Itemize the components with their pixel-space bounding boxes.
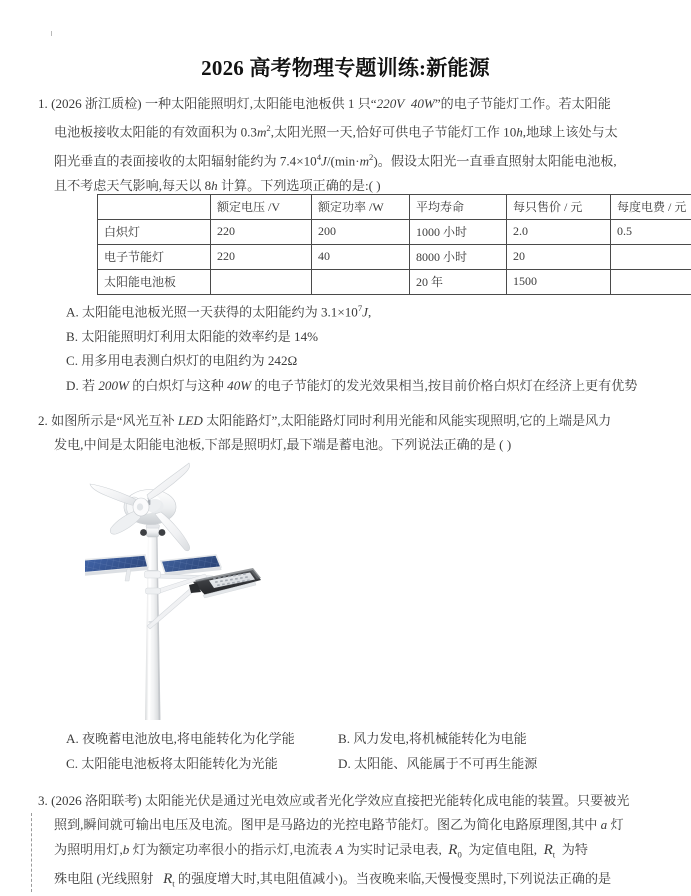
table-cell-price: 20 bbox=[507, 245, 611, 270]
question-3-line-4 bbox=[38, 867, 658, 896]
question-1-line-3-part-b: /(min· bbox=[327, 154, 360, 169]
option-D-text-part-a: D. 若 bbox=[66, 378, 98, 393]
question-1-option-D bbox=[66, 374, 666, 398]
question-3-line-3-part-e: 为特 bbox=[558, 842, 587, 857]
question-1-option-A bbox=[66, 296, 666, 325]
ammeter-symbol: A bbox=[336, 842, 344, 857]
special-resistor-symbol-2: R bbox=[163, 871, 172, 887]
table-header-row bbox=[98, 195, 691, 220]
led-symbol: LED bbox=[178, 413, 203, 428]
question-1-line-2 bbox=[38, 116, 652, 145]
question-3-line-3-part-a: 为照明用灯, bbox=[54, 842, 123, 857]
table-row bbox=[98, 220, 691, 245]
table-cell-life: 1000 小时 bbox=[410, 220, 507, 245]
table-cell-power bbox=[312, 270, 410, 295]
table-header-power: 额定功率 /W bbox=[312, 195, 410, 220]
table-cell-name: 电子节能灯 bbox=[98, 245, 211, 270]
question-1-line-3-part-a: 阳光垂直的表面接收的太阳辐射能约为 7.4×10 bbox=[54, 154, 317, 169]
question-3-line-4-part-b: 的强度增大时,其电阻值减小)。当夜晚来临,天慢慢变黑时,下列说法正确的是 bbox=[175, 871, 611, 886]
question-3-line-4-part-a: 殊电阻 (光线照射 bbox=[54, 871, 157, 886]
option-D-power-200w: 200W bbox=[98, 378, 129, 393]
area-unit-exponent: 2 bbox=[266, 123, 270, 133]
question-3-line-1 bbox=[38, 789, 658, 813]
table-cell-life: 20 年 bbox=[410, 270, 507, 295]
table-header-fee: 每度电费 / 元 bbox=[611, 195, 691, 220]
question-3-line-2-part-b: 灯 bbox=[607, 817, 623, 832]
question-3-line-3-part-d: 为定值电阻, bbox=[465, 842, 537, 857]
question-3-number: 3. bbox=[38, 793, 48, 808]
question-2-option-C: C. 太阳能电池板将太阳能转化为光能 bbox=[66, 751, 338, 776]
question-1-number: 1. bbox=[38, 96, 48, 111]
special-resistor-subscript-2: t bbox=[172, 878, 174, 888]
table-row bbox=[98, 245, 691, 270]
solar-panel-right bbox=[161, 555, 222, 576]
joule-unit: J bbox=[321, 154, 327, 169]
question-1-body bbox=[38, 92, 652, 198]
table-cell-fee bbox=[611, 245, 691, 270]
table-cell-voltage: 220 bbox=[211, 220, 312, 245]
question-3-line-3 bbox=[38, 838, 658, 867]
table-cell-price: 1500 bbox=[507, 270, 611, 295]
option-A-joule: J bbox=[362, 304, 368, 319]
table-cell-fee: 0.5 bbox=[611, 220, 691, 245]
question-2-option-A: A. 夜晚蓄电池放电,将电能转化为化学能 bbox=[66, 726, 338, 751]
page-speck-mark bbox=[51, 31, 52, 36]
hours-unit-h2: h bbox=[211, 178, 218, 193]
question-1-line-4-part-b: 计算。下列选项正确的是:( ) bbox=[218, 178, 381, 193]
question-2-options-row-2 bbox=[66, 751, 666, 776]
question-1-line-2-part-c: ,地球上该处与太 bbox=[523, 125, 618, 140]
hours-unit-h: h bbox=[516, 125, 523, 140]
special-resistor-symbol: R bbox=[544, 842, 553, 858]
question-2-options-row-1 bbox=[66, 726, 666, 751]
page-title: 2026 高考物理专题训练:新能源 bbox=[0, 52, 691, 82]
table-row bbox=[98, 270, 691, 295]
table-cell-voltage: 220 bbox=[211, 245, 312, 270]
rated-voltage-symbol: 220V bbox=[377, 96, 405, 111]
street-lamp-illustration bbox=[85, 462, 385, 720]
table-cell-power: 40 bbox=[312, 245, 410, 270]
table-header-blank bbox=[98, 195, 211, 220]
question-1-line-2-part-b: ,太阳光照一天,恰好可供电子节能灯工作 10 bbox=[271, 125, 517, 140]
question-1-line-3 bbox=[38, 145, 652, 174]
option-A-exponent: 7 bbox=[358, 303, 362, 313]
question-2-options bbox=[66, 726, 666, 776]
fixed-resistor-symbol: R bbox=[448, 842, 457, 858]
option-A-text-part-b: , bbox=[368, 304, 371, 319]
question-2-line-1 bbox=[38, 409, 652, 433]
turbine-yaw-mount bbox=[140, 525, 165, 538]
area-unit-m2: m bbox=[360, 154, 369, 169]
question-2-option-B: B. 风力发电,将机械能转化为电能 bbox=[338, 726, 638, 751]
table-header-life: 平均寿命 bbox=[410, 195, 507, 220]
question-3-line-3-part-c: 为实时记录电表, bbox=[344, 842, 442, 857]
table-header-voltage: 额定电压 /V bbox=[211, 195, 312, 220]
question-1-option-B: B. 太阳能照明灯利用太阳能的效率约是 14% bbox=[66, 325, 666, 349]
option-D-power-40w: 40W bbox=[227, 378, 251, 393]
question-1-line-1-part-b: ”的电子节能灯工作。若太阳能 bbox=[435, 96, 611, 111]
question-2-option-D: D. 太阳能、风能属于不可再生能源 bbox=[338, 751, 638, 776]
fixed-resistor-subscript: 0 bbox=[457, 849, 461, 859]
question-1-line-1-part-a: (2026 浙江质检) 一种太阳能照明灯,太阳能电池板供 1 只“ bbox=[51, 96, 377, 111]
question-2-number: 2. bbox=[38, 413, 48, 428]
question-1-line-4-part-a: 且不考虑天气影响,每天以 8 bbox=[54, 178, 211, 193]
special-resistor-subscript: t bbox=[553, 849, 555, 859]
table-cell-price: 2.0 bbox=[507, 220, 611, 245]
question-2-line-2: 发电,中间是太阳能电池板,下部是照明灯,最下端是蓄电池。下列说法正确的是 ( ) bbox=[38, 433, 652, 457]
wind-solar-street-lamp-figure bbox=[85, 462, 385, 720]
rated-power-symbol: 40W bbox=[411, 96, 435, 111]
option-A-text-part-a: A. 太阳能电池板光照一天获得的太阳能约为 3.1×10 bbox=[66, 304, 358, 319]
table-cell-voltage bbox=[211, 270, 312, 295]
led-lamp-head bbox=[189, 568, 261, 598]
table-cell-name: 太阳能电池板 bbox=[98, 270, 211, 295]
question-1-line-3-part-c: )。假设太阳光一直垂直照射太阳能电池板, bbox=[373, 154, 616, 169]
lamp-b-symbol: b bbox=[123, 842, 130, 857]
question-1-option-C: C. 用多用电表测白炽灯的电阻约为 242Ω bbox=[66, 349, 666, 373]
radiation-exponent: 4 bbox=[317, 152, 321, 162]
lamp-a-symbol: a bbox=[601, 817, 608, 832]
table-header-price: 每只售价 / 元 bbox=[507, 195, 611, 220]
table-cell-fee bbox=[611, 270, 691, 295]
solar-panel-left bbox=[85, 555, 149, 583]
table-cell-life: 8000 小时 bbox=[410, 245, 507, 270]
question-2-line-1-part-b: 太阳能路灯”,太阳能路灯同时利用光能和风能实现照明,它的上端是风力 bbox=[203, 413, 611, 428]
table-cell-name: 白炽灯 bbox=[98, 220, 211, 245]
table-cell-power: 200 bbox=[312, 220, 410, 245]
question-3-body bbox=[38, 789, 658, 896]
question-3-line-3-part-b: 灯为额定功率很小的指示灯,电流表 bbox=[129, 842, 335, 857]
question-3-line-1-part-a: (2026 洛阳联考) 太阳能光伏是通过光电效应或者光化学效应直接把光能转化成电能的装置。只要被光 bbox=[51, 793, 629, 808]
question-1-line-2-part-a: 电池板接收太阳能的有效面积为 0.3 bbox=[54, 125, 257, 140]
option-D-text-part-b: 的白炽灯与这种 bbox=[129, 378, 227, 393]
question-1-line-1 bbox=[38, 92, 652, 116]
lamp-specification-table bbox=[97, 194, 691, 295]
question-3-line-2 bbox=[38, 813, 658, 837]
left-margin-dashed-rule bbox=[31, 813, 32, 892]
question-3-line-2-part-a: 照到,瞬间就可输出电压及电流。图甲是马路边的光控电路节能灯。图乙为简化电路原理图,其中 bbox=[54, 817, 601, 832]
question-1-options bbox=[66, 296, 666, 398]
question-2-line-1-part-a: 如图所示是“风光互补 bbox=[51, 413, 178, 428]
option-D-text-part-c: 的电子节能灯的发光效果相当,按目前价格白炽灯在经济上更有优势 bbox=[251, 378, 637, 393]
question-2-body bbox=[38, 409, 652, 458]
area-unit-exponent-2: 2 bbox=[369, 152, 373, 162]
area-unit-m: m bbox=[257, 125, 266, 140]
